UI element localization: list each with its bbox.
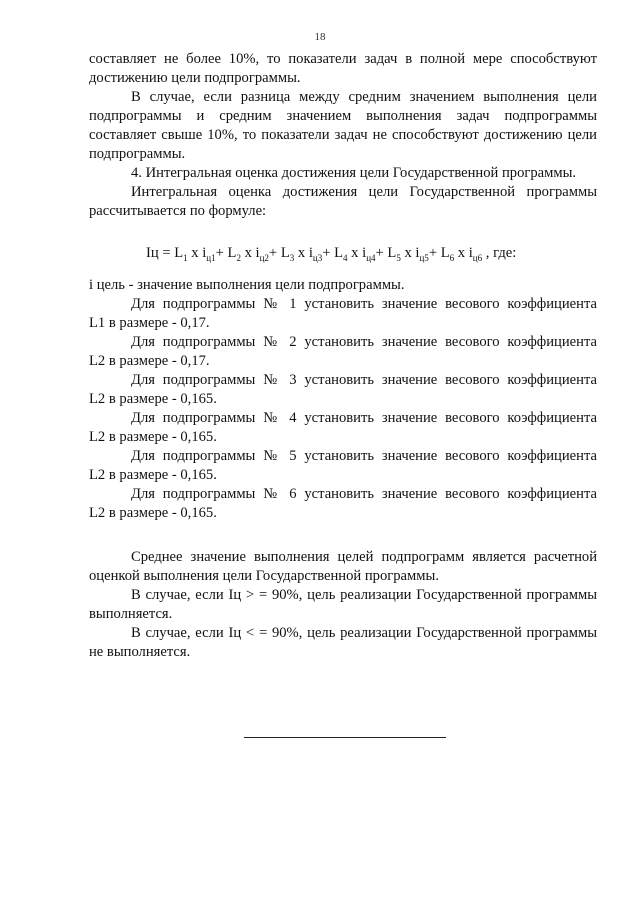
- paragraph-difference-rule: В случае, если разница между средним значением выполнения цели подпрограммы и средним значением выполнения задач подпрограммы составляет свыше 10%, то показатели задач не способствуют достижению цели подпрограммы.: [89, 89, 597, 162]
- weight-value-line: L2 в размере - 0,165.: [89, 467, 217, 483]
- weight-value-line: L2 в размере - 0,165.: [89, 391, 217, 407]
- weight-rule-line: Для подпрограммы № 2 установить значение весового коэффициента: [131, 334, 597, 350]
- paragraph-condition-met: В случае, если Iц > = 90%, цель реализации Государственной программы выполняется.: [89, 587, 597, 622]
- formula-coef: L: [280, 245, 290, 261]
- formula-coef-sub: 4: [343, 252, 348, 263]
- formula-term: [441, 245, 482, 261]
- weight-rule-line: Для подпрограммы № 3 установить значение весового коэффициента: [131, 372, 597, 388]
- weight-rule-line: Для подпрограммы № 1 установить значение весового коэффициента: [131, 296, 597, 312]
- formula-coef-sub: 2: [236, 252, 241, 263]
- formula-coef: L: [174, 245, 184, 261]
- paragraph-condition-not-met: В случае, если Iц < = 90%, цель реализации Государственной программы не выполняется.: [89, 625, 597, 660]
- formula-var: i: [202, 245, 207, 261]
- section-heading-integral: 4. Интегральная оценка достижения цели Государственной программы.: [131, 165, 577, 181]
- formula-coef: L: [227, 245, 237, 261]
- text-block-conclusion: [89, 548, 597, 662]
- formula-var-sub: ц4: [366, 252, 376, 263]
- formula-var-sub: ц1: [206, 252, 216, 263]
- weights-list: [89, 295, 597, 523]
- paragraph-continuation: составляет не более 10%, то показатели задач в полной мере способствуют достижению цели подпрограммы.: [89, 51, 597, 86]
- formula-var-sub: ц5: [419, 252, 429, 263]
- end-rule: [244, 737, 446, 738]
- page-number: 18: [314, 31, 326, 43]
- formula-var: i: [468, 245, 473, 261]
- weight-rule-line: Для подпрограммы № 4 установить значение весового коэффициента: [131, 410, 597, 426]
- formula-plus: +: [375, 245, 388, 261]
- formula-coef: L: [440, 245, 450, 261]
- formula-var-sub: ц6: [472, 252, 483, 263]
- formula-term: [387, 245, 440, 261]
- paragraph-formula-intro: Интегральная оценка достижения цели Государственной программы рассчитывается по формуле:: [89, 184, 597, 219]
- formula-coef-sub: 3: [289, 252, 295, 263]
- formula-times: x: [294, 245, 309, 261]
- weight-rule-line: Для подпрограммы № 5 установить значение весового коэффициента: [131, 448, 597, 464]
- weight-value-line: L2 в размере - 0,165.: [89, 429, 217, 445]
- weight-rule-line: Для подпрограммы № 6 установить значение весового коэффициента: [131, 486, 597, 502]
- formula-times: x: [187, 245, 203, 261]
- formula-times: x: [454, 245, 469, 261]
- formula-coef: L: [334, 245, 344, 261]
- formula-equals: =: [162, 245, 175, 261]
- integral-formula: [146, 245, 586, 263]
- formula-var: i: [308, 245, 313, 261]
- formula-coef-sub: 1: [183, 252, 188, 263]
- formula-coef: L: [387, 245, 397, 261]
- paragraph-average: Среднее значение выполнения целей подпрограмм является расчетной оценкой выполнения цели Государственной программы.: [89, 549, 597, 584]
- formula-var: i: [362, 245, 367, 261]
- formula-term: [281, 245, 334, 261]
- formula-plus: +: [428, 245, 441, 261]
- formula-var-sub: ц2: [259, 252, 269, 263]
- formula-term: [334, 245, 387, 261]
- formula-times: x: [347, 245, 363, 261]
- formula-coef-sub: 5: [396, 252, 401, 263]
- text-block-top: [89, 50, 597, 221]
- weight-value-line: L2 в размере - 0,165.: [89, 505, 217, 521]
- formula-term: [228, 245, 281, 261]
- formula-term: [174, 245, 227, 261]
- formula-suffix: , где:: [485, 245, 517, 261]
- formula-times: x: [240, 245, 256, 261]
- formula-coef-sub: 6: [449, 252, 455, 263]
- formula-var: i: [255, 245, 260, 261]
- formula-plus: +: [322, 245, 335, 261]
- formula-times: x: [400, 245, 416, 261]
- formula-lhs: Iц: [146, 245, 159, 261]
- text-block-weights: [89, 276, 597, 523]
- weight-value-line: L2 в размере - 0,17.: [89, 353, 210, 369]
- weight-value-line: L1 в размере - 0,17.: [89, 315, 210, 331]
- formula-var: i: [415, 245, 420, 261]
- definition-i-goal: i цель - значение выполнения цели подпрограммы.: [89, 277, 405, 293]
- formula-terms: [174, 245, 482, 261]
- formula-plus: +: [215, 245, 228, 261]
- formula-var-sub: ц3: [312, 252, 323, 263]
- formula-plus: +: [268, 245, 281, 261]
